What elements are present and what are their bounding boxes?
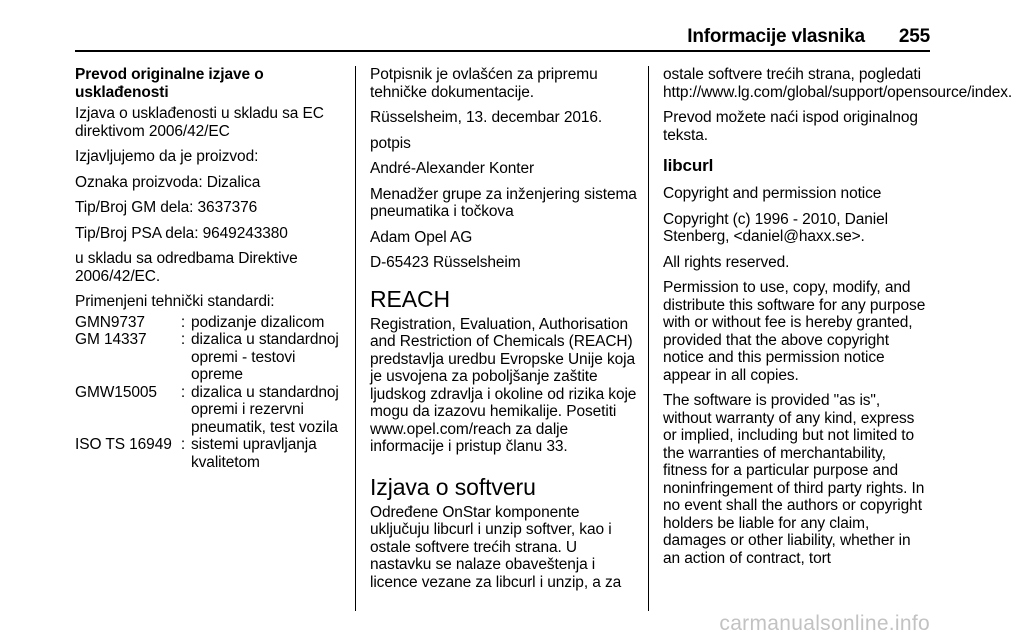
page-header <box>75 26 930 48</box>
standard-code: ISO TS 16949 <box>75 436 172 453</box>
paragraph: ostale softvere trećih strana, pogledati http://www.lg.com/global/support/opensource/index. <box>663 66 1012 101</box>
watermark: carmanualsonline.info <box>719 612 930 635</box>
paragraph: u skladu sa odredbama Direktive 2006/42/EC. <box>75 250 298 285</box>
table-row <box>75 314 341 332</box>
paragraph: Primenjeni tehnički standardi: <box>75 293 275 310</box>
paragraph: Copyright (c) 1996 - 2010, Daniel Stenberg, <daniel@haxx.se>. <box>663 210 889 245</box>
column-divider <box>648 66 649 611</box>
reach-heading: REACH <box>370 285 451 312</box>
standard-description: podizanje dizalicom <box>191 313 325 331</box>
standard-separator: : <box>180 313 186 331</box>
column-3 <box>663 66 1012 575</box>
table-row <box>75 436 341 471</box>
standard-separator: : <box>180 331 186 348</box>
declaration-heading: Prevod originalne izjave o usklađenosti <box>75 66 264 101</box>
paragraph: André-Alexander Konter <box>370 160 535 177</box>
paragraph: Oznaka proizvoda: Dizalica <box>75 173 261 191</box>
paragraph: Izjava o usklađenosti u skladu sa EC direktivom 2006/42/EC <box>75 105 324 140</box>
paragraph: All rights reserved. <box>663 253 790 271</box>
standard-description: dizalica u standardnoj opremi - testovi opreme <box>191 331 339 383</box>
page-number: 255 <box>898 26 930 47</box>
software-heading: Izjava o softveru <box>370 473 536 500</box>
paragraph: Permission to use, copy, modify, and distribute this software for any purpose with or without fee is hereby granted, provided that the above copyright notice and this permission notice appear in all copies. <box>663 279 926 384</box>
standard-separator: : <box>180 436 186 453</box>
section-title: Informacije vlasnika <box>687 26 865 47</box>
standard-separator: : <box>180 383 186 401</box>
standard-description: dizalica u standardnoj opremi i rezervni pneumatik, test vozila <box>191 383 339 436</box>
standards-table <box>75 314 341 472</box>
standard-code: GM 14337 <box>75 331 147 348</box>
paragraph: Rüsselsheim, 13. decembar 2016. <box>370 109 603 126</box>
table-row <box>75 331 341 384</box>
standard-code: GMN9737 <box>75 313 145 331</box>
reach-text: Registration, Evaluation, Authorisation and Restriction of Chemicals (REACH) predstavlja uredbu Evropske Unije koja je usvojena za poboljšanje zaštite ljudskog zdravlja i okoline od rizika koje mogu da izazovu hemikalije. Posetiti www.opel.com/reach za dalje informacije i pristup članu 33. <box>370 315 637 455</box>
paragraph: Menadžer grupe za inženjering sistema pneumatika i točkova <box>370 185 637 220</box>
standard-description: sistemi upravljanja kvalitetom <box>191 436 317 471</box>
paragraph: Potpisnik je ovlašćen za pripremu tehničke dokumentacije. <box>370 66 598 101</box>
paragraph: potpis <box>370 134 411 152</box>
column-divider <box>355 66 356 611</box>
paragraph: Tip/Broj PSA dela: 9649243380 <box>75 224 288 242</box>
paragraph: D-65423 Rüsselsheim <box>370 254 521 271</box>
header-rule <box>75 50 930 52</box>
libcurl-heading: libcurl <box>663 156 714 175</box>
paragraph: Prevod možete naći ispod originalnog teksta. <box>663 109 918 144</box>
column-1 <box>75 66 345 471</box>
paragraph: Tip/Broj GM dela: 3637376 <box>75 199 258 216</box>
paragraph: The software is provided "as is", without warranty of any kind, express or implied, including but not limited to the warranties of merchantability, fitness for a particular purpose and noninfringement of third party rights. In no event shall the authors or copyright holders be liable for any claim, damages or other liability, whether in an action of contract, tort <box>663 392 925 567</box>
table-row <box>75 384 341 437</box>
software-text: Određene OnStar komponente uključuju libcurl i unzip softver, kao i ostale softvere trećih strana. U nastavku se nalaze obaveštenja i licence vezane za libcurl i unzip, a za <box>370 503 622 591</box>
paragraph: Copyright and permission notice <box>663 185 882 202</box>
standard-code: GMW15005 <box>75 383 157 401</box>
paragraph: Adam Opel AG <box>370 228 473 246</box>
column-2 <box>370 66 638 599</box>
paragraph: Izjavljujemo da je proizvod: <box>75 148 259 165</box>
